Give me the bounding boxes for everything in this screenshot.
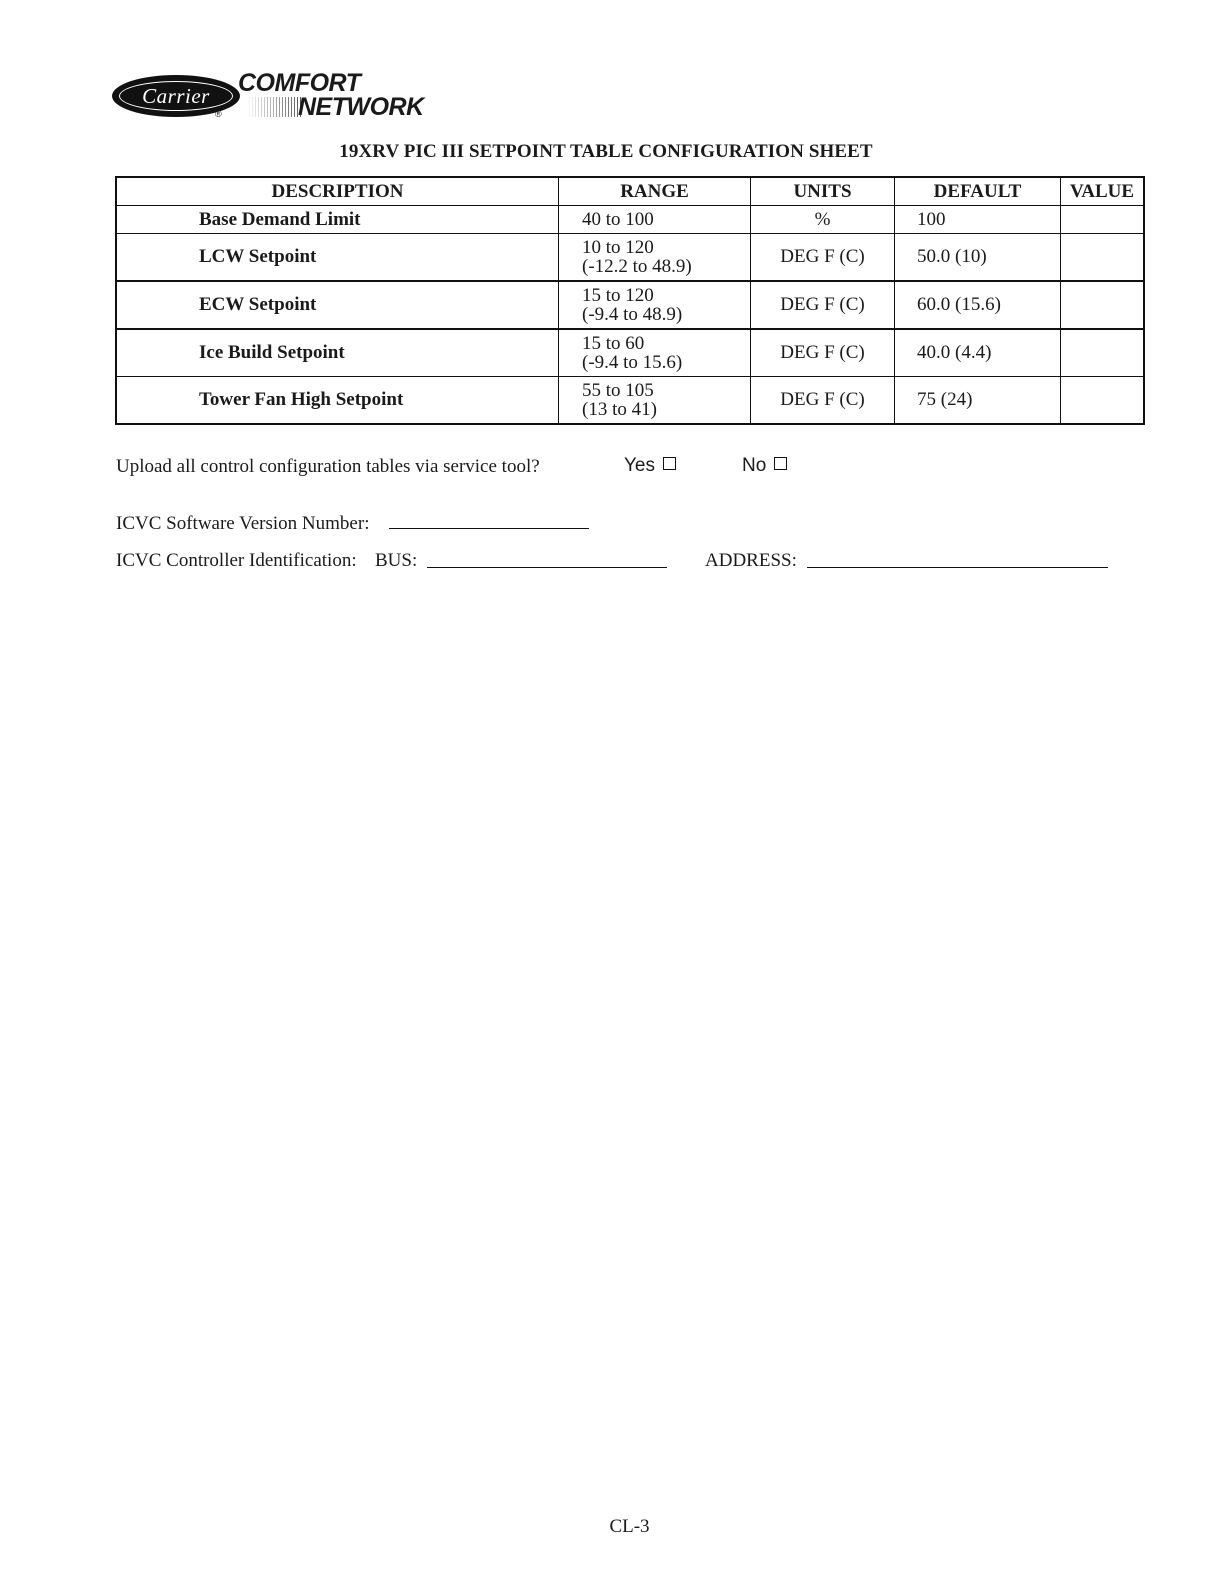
row-range: [559, 377, 751, 425]
software-version-label: ICVC Software Version Number:: [116, 513, 370, 534]
table-row: [116, 234, 1144, 282]
row-value-cell[interactable]: [1061, 377, 1145, 425]
range-line-1: 15 to 120: [582, 285, 654, 306]
bus-field[interactable]: [427, 567, 667, 568]
address-label: ADDRESS:: [705, 550, 797, 571]
row-units: DEG F (C): [751, 234, 895, 282]
row-range: [559, 206, 751, 234]
row-units: DEG F (C): [751, 281, 895, 329]
yes-label: Yes: [624, 455, 655, 476]
row-value-cell[interactable]: [1061, 206, 1145, 234]
logo-stripes-decoration: [246, 97, 302, 117]
row-description: ECW Setpoint: [116, 281, 559, 329]
row-default: 100: [895, 206, 1061, 234]
row-default: 75 (24): [895, 377, 1061, 425]
row-value-cell[interactable]: [1061, 234, 1145, 282]
address-field[interactable]: [807, 567, 1108, 568]
page-number: CL-3: [609, 1516, 650, 1537]
table-row: [116, 206, 1144, 234]
header-value: VALUE: [1061, 177, 1145, 206]
header-default: DEFAULT: [895, 177, 1061, 206]
yes-checkbox[interactable]: [663, 457, 676, 470]
row-range: [559, 329, 751, 377]
table-row: [116, 377, 1144, 425]
row-units: DEG F (C): [751, 377, 895, 425]
row-description: Base Demand Limit: [116, 206, 559, 234]
row-value-cell[interactable]: [1061, 329, 1145, 377]
range-line-2: (-12.2 to 48.9): [582, 256, 692, 277]
row-units: DEG F (C): [751, 329, 895, 377]
no-option[interactable]: [742, 455, 787, 477]
range-line-2: (-9.4 to 15.6): [582, 352, 683, 373]
row-value-cell[interactable]: [1061, 281, 1145, 329]
range-line-1: 55 to 105: [582, 380, 654, 401]
row-description: LCW Setpoint: [116, 234, 559, 282]
no-checkbox[interactable]: [774, 457, 787, 470]
header-range: RANGE: [559, 177, 751, 206]
row-description: Tower Fan High Setpoint: [116, 377, 559, 425]
logo-network-text: NETWORK: [298, 93, 424, 121]
upload-question: Upload all control configuration tables via service tool?: [116, 456, 540, 477]
table-row: [116, 281, 1144, 329]
setpoint-config-table: [115, 176, 1145, 425]
row-units: %: [751, 206, 895, 234]
range-line-1: 40 to 100: [582, 209, 654, 230]
range-line-1: 10 to 120: [582, 237, 654, 258]
range-line-2: (-9.4 to 48.9): [582, 304, 683, 325]
table-header-row: [116, 177, 1144, 206]
header-units: UNITS: [751, 177, 895, 206]
row-description: Ice Build Setpoint: [116, 329, 559, 377]
row-range: [559, 234, 751, 282]
no-label: No: [742, 455, 767, 476]
software-version-field[interactable]: [389, 528, 589, 529]
table-row: [116, 329, 1144, 377]
carrier-comfort-network-logo: [112, 69, 424, 122]
row-default: 50.0 (10): [895, 234, 1061, 282]
range-line-2: (13 to 41): [582, 399, 657, 420]
logo-comfort-text: COMFORT: [238, 69, 361, 97]
bus-label: BUS:: [375, 550, 418, 571]
sheet-title: 19XRV PIC III SETPOINT TABLE CONFIGURATION SHEET: [339, 141, 873, 162]
row-default: 40.0 (4.4): [895, 329, 1061, 377]
row-default: 60.0 (15.6): [895, 281, 1061, 329]
logo-brand-text: Carrier: [142, 83, 210, 108]
row-range: [559, 281, 751, 329]
registered-mark: ®: [215, 109, 222, 119]
range-line-1: 15 to 60: [582, 333, 645, 354]
controller-id-label: ICVC Controller Identification:: [116, 550, 357, 571]
header-description: DESCRIPTION: [116, 177, 559, 206]
yes-option[interactable]: [624, 455, 676, 477]
